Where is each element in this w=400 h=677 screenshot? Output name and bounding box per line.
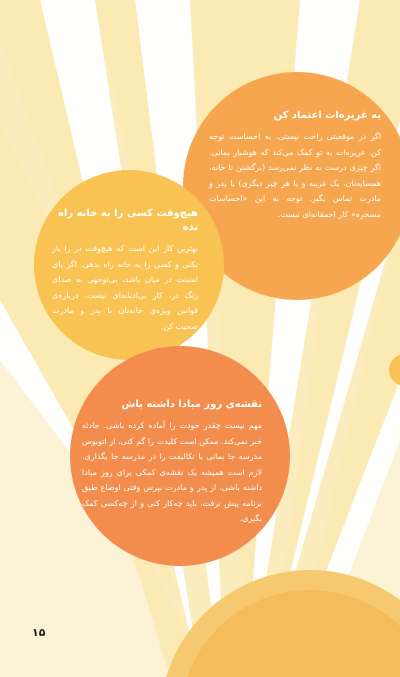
tip-line: اگر در موقعیتی راحت نیستی، به احساست xyxy=(229,132,382,141)
tip-line: کنی، از اتوبوس مدرسه جا بمانی یا تکالیفت را xyxy=(82,436,262,461)
tip-title: هیچ‌وقت کسی را به خانه راه نده xyxy=(58,208,198,233)
tip-line: تماس بگیر. توجه به این «احساسات xyxy=(209,194,352,203)
page-number: ۱۵ xyxy=(32,626,46,639)
tip-body xyxy=(52,241,198,334)
tip-line: غریبه و یا هر چیز دیگری) با پدر و مادرت xyxy=(209,178,381,203)
tip-line: زنگ در، کار بی‌ادبانه‌ای نیست. درباره‌ی xyxy=(52,290,198,300)
tip-line: توجه کن. غریزه‌ات به تو کمک می‌کند که xyxy=(209,132,382,157)
tip-body xyxy=(209,129,381,222)
tip-line: حادثه خبر نمی‌کند. ممکن است کلیدت را گم xyxy=(82,421,262,446)
tip-bubble-backup-plan xyxy=(70,346,290,566)
tip-line: بهترین کار این است که هیچ‌وقت در را باز xyxy=(52,244,198,253)
tip-line: مهم نیست چقدر خودت را آماده کرده باشی. xyxy=(103,421,263,430)
tip-line: نکنی و کسی را به خانه راه ندهی. اگر پای xyxy=(52,259,198,269)
tip-line: قوانین ویژه‌ی خانه‌تان با پدر و مادرت xyxy=(52,306,198,315)
tip-title: به غریزه‌ات اعتماد کن xyxy=(273,110,381,121)
tip-title: نقشه‌ی روز مبادا داشته باش xyxy=(121,399,262,410)
tip-line: نمی‌رسد (برگشتن تا خانه، همسایه‌تان، یک xyxy=(209,163,381,188)
tip-line: هوشیار بمانی. اگر چیزی درست به نظر xyxy=(209,147,381,172)
tip-body xyxy=(82,418,262,527)
tip-bubble-never-open-door xyxy=(34,170,224,360)
tip-line: امنیتت در میان باشد، بی‌توجهی به صدای xyxy=(52,275,198,284)
tip-line: و مادرت بپرس وقتی اوضاع طبق برنامه پیش xyxy=(82,483,262,508)
tip-line: مسخره» کار احمقانه‌ای نیست. xyxy=(277,209,381,219)
tip-line: صحبت کن. xyxy=(160,321,198,331)
tip-line: نرفت، باید چه‌کار کنی و از چه‌کسی کمک بگیری. xyxy=(82,498,262,523)
tip-line: در مدرسه جا بگذاری. لازم است همیشه یک xyxy=(82,452,263,477)
tip-line: نقشه‌ی کمکی برای روز مبادا داشته باشی. از پدر xyxy=(82,467,263,492)
